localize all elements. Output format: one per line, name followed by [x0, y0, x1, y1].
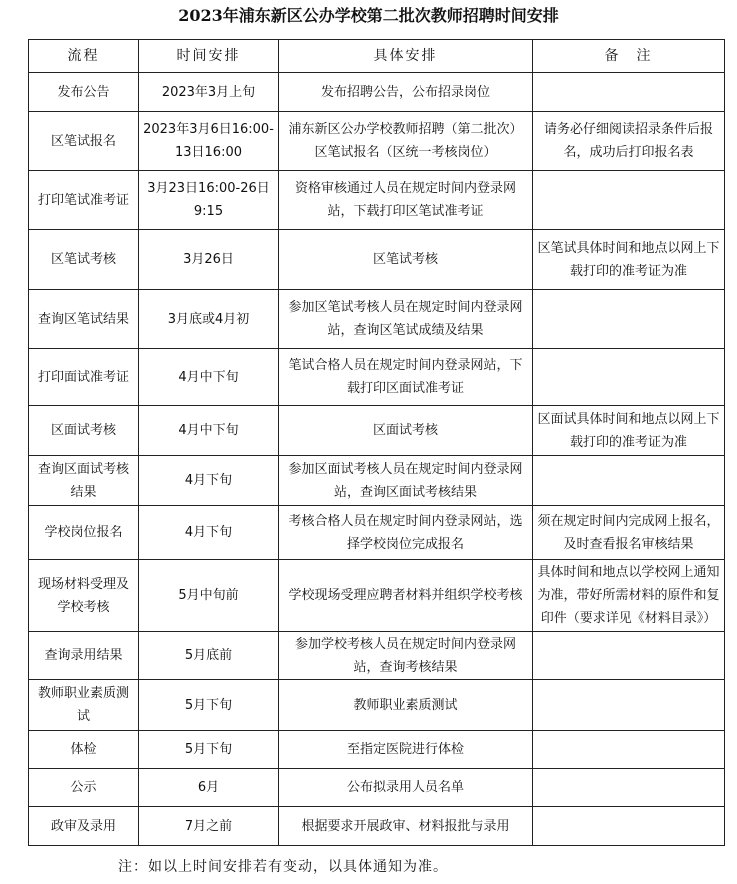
- step-cell: 查询区面试考核结果: [29, 456, 139, 506]
- time-cell: 5月下旬: [139, 680, 279, 731]
- detail-cell: 区笔试考核: [279, 230, 533, 290]
- table-row: [29, 731, 725, 769]
- time-cell: 7月之前: [139, 807, 279, 846]
- step-cell: 学校岗位报名: [29, 506, 139, 560]
- note-cell: [533, 73, 725, 112]
- detail-cell: 区面试考核: [279, 406, 533, 456]
- note-cell: [533, 632, 725, 680]
- col-header-note: 备 注: [533, 40, 725, 73]
- time-cell: 3月26日: [139, 230, 279, 290]
- step-cell: 体检: [29, 731, 139, 769]
- table-row: [29, 632, 725, 680]
- time-cell: 2023年3月上旬: [139, 73, 279, 112]
- note-cell: [533, 456, 725, 506]
- table-row: [29, 769, 725, 807]
- note-cell: [533, 290, 725, 349]
- time-cell: 3月底或4月初: [139, 290, 279, 349]
- schedule-table: [28, 39, 725, 846]
- note-cell: 区面试具体时间和地点以网上下载打印的准考证为准: [533, 406, 725, 456]
- table-row: [29, 290, 725, 349]
- page-title: 2023年浦东新区公办学校第二批次教师招聘时间安排: [178, 6, 559, 25]
- time-cell: 4月中下旬: [139, 406, 279, 456]
- time-cell: 5月底前: [139, 632, 279, 680]
- col-header-step: 流程: [29, 40, 139, 73]
- table-row: [29, 406, 725, 456]
- detail-cell: 至指定医院进行体检: [279, 731, 533, 769]
- detail-cell: 公布拟录用人员名单: [279, 769, 533, 807]
- detail-cell: 参加区笔试考核人员在规定时间内登录网站，查询区笔试成绩及结果: [279, 290, 533, 349]
- table-row: [29, 230, 725, 290]
- step-cell: 区面试考核: [29, 406, 139, 456]
- time-cell: 5月下旬: [139, 731, 279, 769]
- detail-cell: 考核合格人员在规定时间内登录网站，选择学校岗位完成报名: [279, 506, 533, 560]
- detail-cell: 教师职业素质测试: [279, 680, 533, 731]
- detail-cell: 发布招聘公告，公布招录岗位: [279, 73, 533, 112]
- detail-cell: 学校现场受理应聘者材料并组织学校考核: [279, 560, 533, 632]
- table-row: [29, 807, 725, 846]
- step-cell: 查询区笔试结果: [29, 290, 139, 349]
- step-cell: 公示: [29, 769, 139, 807]
- step-cell: 政审及录用: [29, 807, 139, 846]
- col-header-time: 时间安排: [139, 40, 279, 73]
- note-cell: [533, 807, 725, 846]
- step-cell: 发布公告: [29, 73, 139, 112]
- time-cell: 2023年3月6日16:00-13日16:00: [139, 112, 279, 171]
- table-row: [29, 560, 725, 632]
- step-cell: 打印笔试准考证: [29, 171, 139, 230]
- table-row: [29, 73, 725, 112]
- time-cell: 4月下旬: [139, 456, 279, 506]
- note-cell: [533, 349, 725, 406]
- table-row: [29, 456, 725, 506]
- detail-cell: 资格审核通过人员在规定时间内登录网站，下载打印区笔试准考证: [279, 171, 533, 230]
- table-row: [29, 112, 725, 171]
- note-cell: [533, 769, 725, 807]
- table-row: [29, 506, 725, 560]
- time-cell: 3月23日16:00-26日9:15: [139, 171, 279, 230]
- time-cell: 4月下旬: [139, 506, 279, 560]
- detail-cell: 参加学校考核人员在规定时间内登录网站，查询考核结果: [279, 632, 533, 680]
- time-cell: 6月: [139, 769, 279, 807]
- table-row: [29, 680, 725, 731]
- detail-cell: 笔试合格人员在规定时间内登录网站，下载打印区面试准考证: [279, 349, 533, 406]
- step-cell: 教师职业素质测试: [29, 680, 139, 731]
- time-cell: 5月中旬前: [139, 560, 279, 632]
- step-cell: 查询录用结果: [29, 632, 139, 680]
- footnote: 注：如以上时间安排若有变动，以具体通知为准。: [118, 859, 448, 875]
- note-cell: 请务必仔细阅读招录条件后报名，成功后打印报名表: [533, 112, 725, 171]
- note-cell: 区笔试具体时间和地点以网上下载打印的准考证为准: [533, 230, 725, 290]
- step-cell: 现场材料受理及学校考核: [29, 560, 139, 632]
- step-cell: 区笔试考核: [29, 230, 139, 290]
- step-cell: 区笔试报名: [29, 112, 139, 171]
- header-row: [29, 40, 725, 73]
- detail-cell: 浦东新区公办学校教师招聘（第二批次）区笔试报名（区统一考核岗位）: [279, 112, 533, 171]
- table-row: [29, 349, 725, 406]
- note-cell: [533, 731, 725, 769]
- col-header-detail: 具体安排: [279, 40, 533, 73]
- time-cell: 4月中下旬: [139, 349, 279, 406]
- detail-cell: 参加区面试考核人员在规定时间内登录网站，查询区面试考核结果: [279, 456, 533, 506]
- note-cell: [533, 171, 725, 230]
- detail-cell: 根据要求开展政审、材料报批与录用: [279, 807, 533, 846]
- note-cell: 具体时间和地点以学校网上通知为准，带好所需材料的原件和复印件（要求详见《材料目录》）: [533, 560, 725, 632]
- step-cell: 打印面试准考证: [29, 349, 139, 406]
- note-cell: 须在规定时间内完成网上报名，及时查看报名审核结果: [533, 506, 725, 560]
- note-cell: [533, 680, 725, 731]
- table-row: [29, 171, 725, 230]
